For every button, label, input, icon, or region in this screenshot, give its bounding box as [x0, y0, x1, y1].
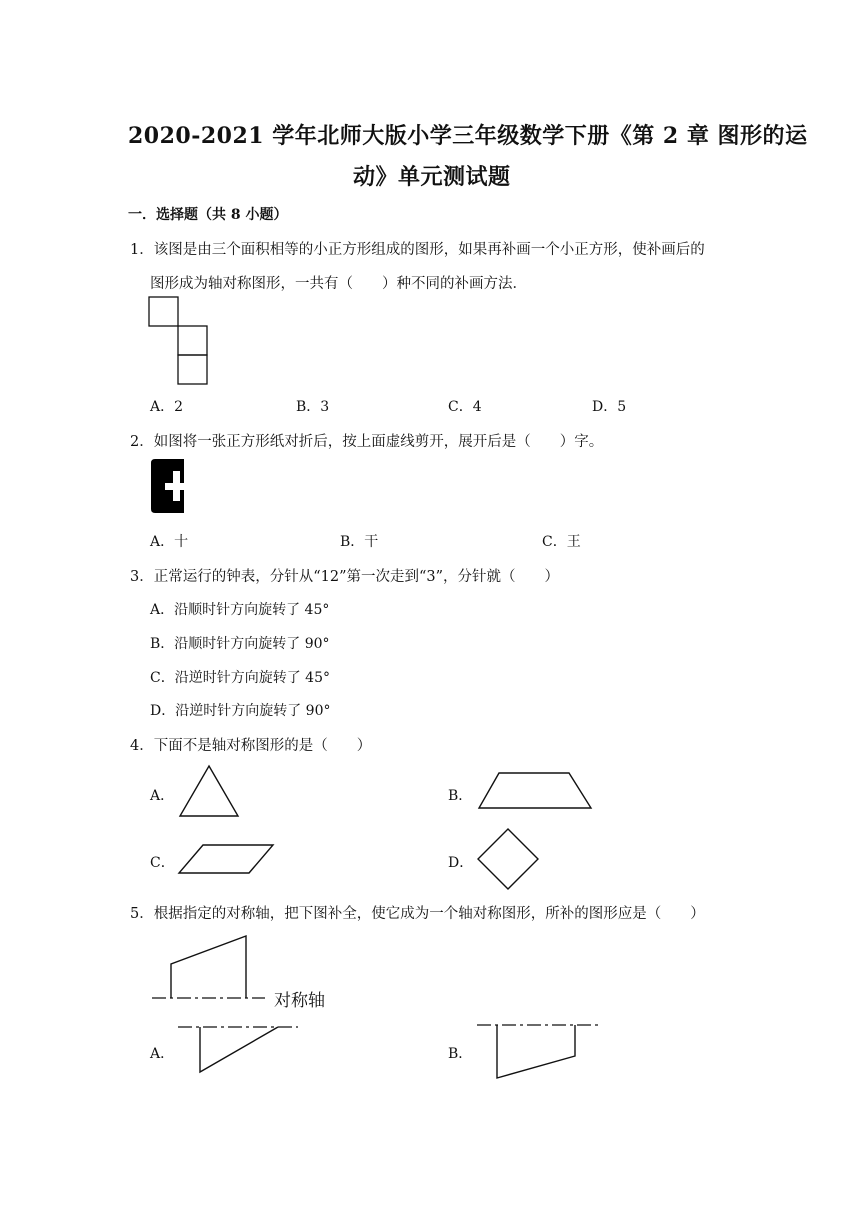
- q1-stem-line2: 图形成为轴对称图形，一共有（ ）种不同的补画方法．: [150, 276, 527, 292]
- q3-option-d[interactable]: D．沿逆时针方向旋转了 90°: [150, 703, 331, 719]
- q1-option-d[interactable]: D．5: [592, 399, 627, 415]
- q4-rhombus-shape: [476, 827, 540, 891]
- q2-stem: 2．如图将一张正方形纸对折后，按上面虚线剪开，展开后是（ ）字。: [130, 434, 604, 450]
- q4-option-d[interactable]: D．: [448, 855, 474, 871]
- q5-a-shape: [200, 1027, 278, 1072]
- q5-option-b[interactable]: B．: [448, 1046, 473, 1062]
- q5-option-b-figure: [475, 1022, 601, 1080]
- q3-option-a[interactable]: A．沿顺时针方向旋转了 45°: [150, 602, 330, 618]
- q5-option-a[interactable]: A．: [150, 1046, 175, 1062]
- q2-folded-paper-figure: [151, 459, 185, 513]
- q5-half-shape: [171, 936, 246, 998]
- q2-cut-horizontal: [165, 483, 184, 490]
- q3-option-c[interactable]: C．沿逆时针方向旋转了 45°: [150, 670, 330, 686]
- q5-stem: 5．根据指定的对称轴，把下图补全，使它成为一个轴对称图形，所补的图形应是（ ）: [130, 906, 705, 922]
- q5-b-shape: [497, 1025, 575, 1078]
- q2-option-c[interactable]: C．王: [542, 534, 581, 550]
- doc-title-line1: 2020-2021 学年北师大版小学三年级数学下册《第 2 章 图形的运: [128, 123, 808, 149]
- q1-option-b[interactable]: B．3: [296, 399, 330, 415]
- q4-option-b[interactable]: B．: [448, 788, 473, 804]
- q4-stem: 4．下面不是轴对称图形的是（ ）: [130, 738, 372, 754]
- q1-option-a[interactable]: A．2: [150, 399, 184, 415]
- q1-stem-line1: 1．该图是由三个面积相等的小正方形组成的图形，如果再补画一个小正方形，使补画后的: [130, 242, 705, 258]
- q1-square-bottom: [178, 355, 207, 384]
- q1-option-c[interactable]: C．4: [448, 399, 482, 415]
- q1-square-top: [149, 297, 178, 326]
- q5-half-figure: [150, 934, 270, 1004]
- q4-option-a[interactable]: A．: [150, 788, 175, 804]
- q1-figure-squares: [148, 296, 210, 386]
- q3-stem: 3．正常运行的钟表，分针从“12”第一次走到“3”，分针就（ ）: [130, 569, 560, 585]
- q3-option-b[interactable]: B．沿顺时针方向旋转了 90°: [150, 636, 330, 652]
- q5-axis-label: 对称轴: [274, 991, 325, 1011]
- q2-option-b[interactable]: B．干: [340, 534, 379, 550]
- q4-parallelogram-shape: [177, 843, 275, 875]
- doc-title-line2: 动》单元测试题: [353, 164, 511, 190]
- q5-option-a-figure: [176, 1024, 300, 1078]
- q1-square-middle: [178, 326, 207, 355]
- q4-triangle-shape: [178, 764, 240, 818]
- q4-option-c[interactable]: C．: [150, 855, 175, 871]
- q2-option-a[interactable]: A．十: [150, 534, 189, 550]
- q4-trapezoid-shape: [477, 770, 593, 810]
- section-header: 一．选择题（共 8 小题）: [128, 207, 288, 223]
